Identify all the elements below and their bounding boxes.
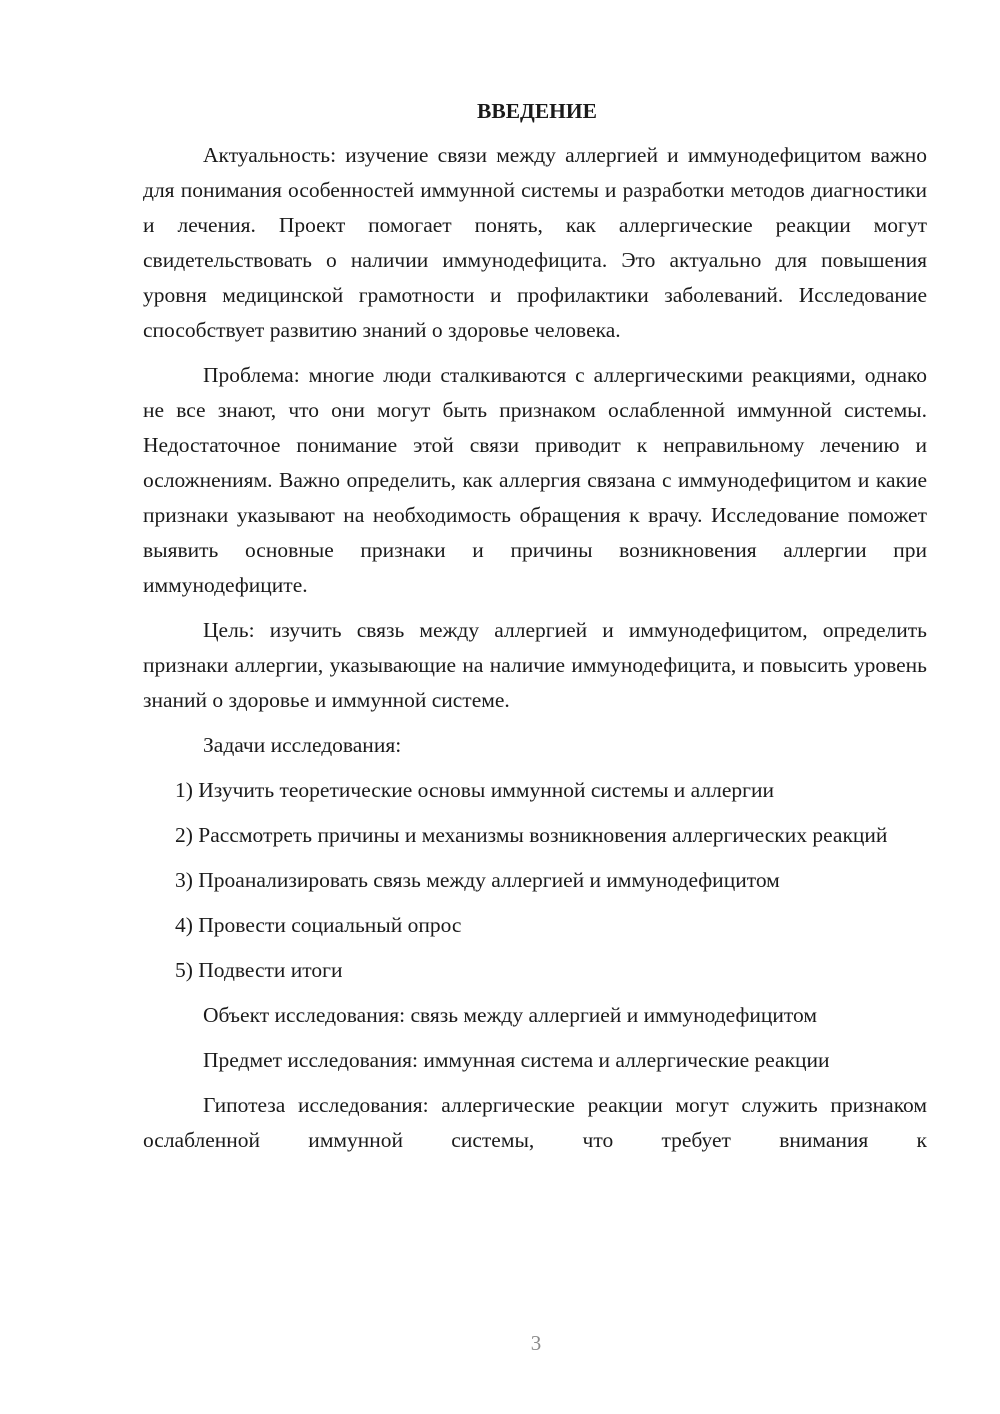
tasks-title: Задачи исследования: [203,733,402,757]
object-paragraph: Объект исследования: связь между аллергией и иммунодефицитом [203,1003,817,1027]
task-item-4: 4) Провести социальный опрос [175,913,462,937]
page-number: 3 [530,1331,542,1355]
task-item-1: 1) Изучить теоретические основы иммунной системы и аллергии [175,778,774,802]
subject-paragraph: Предмет исследования: иммунная система и аллергические реакции [203,1048,830,1072]
task-item-5: 5) Подвести итоги [175,958,343,982]
task-item-3: 3) Проанализировать связь между аллергией и иммунодефицитом [175,868,780,892]
hypothesis-paragraph: Гипотеза исследования: аллергические реакции могут служить признаком ослабленной иммунной системы, что требует внимания к [143,1093,927,1152]
relevance-paragraph: Актуальность: изучение связи между аллергией и иммунодефицитом важно для понимания особенностей иммунной системы и разработки методов диагностики и лечения. Проект помогает понять, как аллергические реакции могут свидетельствовать о наличии иммунодефицита. Это актуально для повышения уровня медицинской грамотности и профилактики заболеваний. Исследование способствует развитию знаний о здоровье человека. [143,143,927,342]
goal-paragraph: Цель: изучить связь между аллергией и иммунодефицитом, определить признаки аллергии, указывающие на наличие иммунодефицита, и повысить уровень знаний о здоровье и иммунной системе. [143,618,927,712]
task-item-2: 2) Рассмотреть причины и механизмы возникновения аллергических реакций [175,823,888,847]
problem-paragraph: Проблема: многие люди сталкиваются с аллергическими реакциями, однако не все знают, что они могут быть признаком ослабленной иммунной системы. Недостаточное понимание этой связи приводит к неправильному лечению и осложнениям. Важно определить, как аллергия связана с иммунодефицитом и какие признаки указывают на необходимость обращения к врачу. Исследование поможет выявить основные признаки и причины возникновения аллергии при иммунодефиците. [143,363,927,597]
section-heading: ВВЕДЕНИЕ [477,99,597,123]
document-page [143,96,927,1168]
